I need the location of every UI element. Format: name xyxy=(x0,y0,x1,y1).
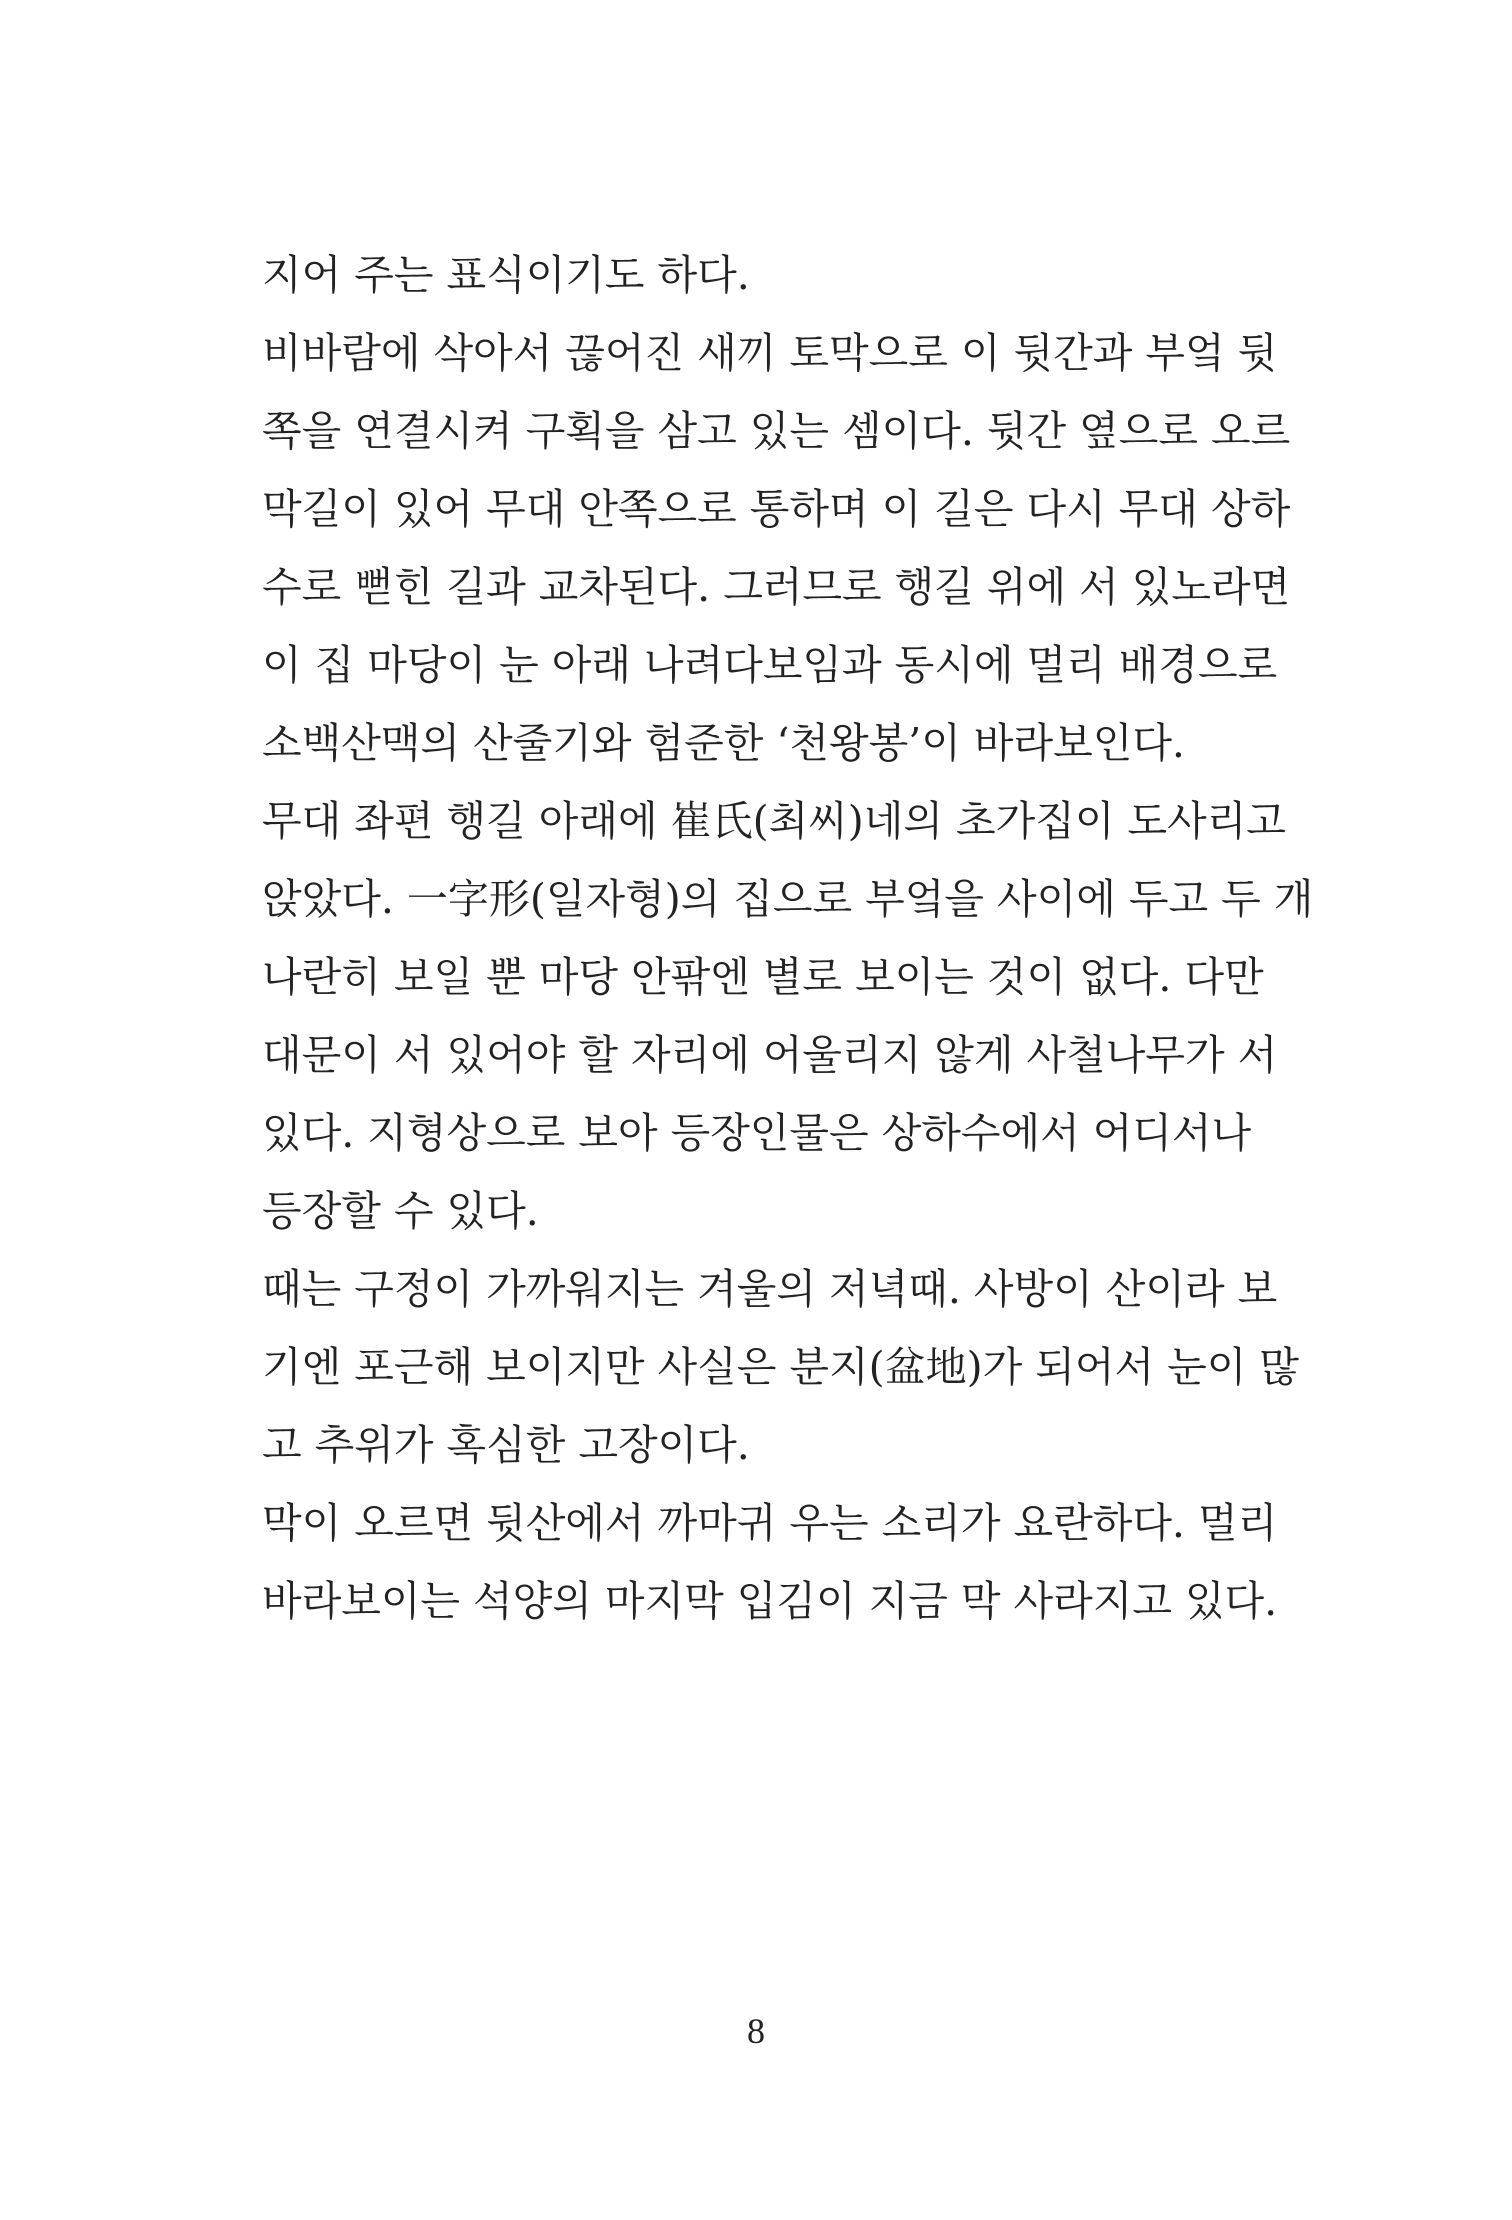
page-body xyxy=(262,236,1314,1640)
text-line: 있다. 지형상으로 보아 등장인물은 상하수에서 어디서나 xyxy=(262,1109,1252,1157)
text-line: 기엔 포근해 보이지만 사실은 분지(盆地)가 되어서 눈이 많 xyxy=(262,1343,1299,1391)
text-line: 소백산맥의 산줄기와 험준한 ‘천왕봉’이 바라보인다. xyxy=(262,719,1185,767)
text-line: 바라보이는 석양의 마지막 입김이 지금 막 사라지고 있다. xyxy=(262,1577,1278,1625)
page-number: 8 xyxy=(747,2011,765,2051)
text-line: 이 집 마당이 눈 아래 나려다보임과 동시에 멀리 배경으로 xyxy=(262,641,1278,689)
text-line: 앉았다. 一字形(일자형)의 집으로 부엌을 사이에 두고 두 개 xyxy=(262,875,1314,923)
text-line: 막이 오르면 뒷산에서 까마귀 우는 소리가 요란하다. 멀리 xyxy=(262,1499,1278,1547)
text-line: 무대 좌편 행길 아래에 崔氏(최씨)네의 초가집이 도사리고 xyxy=(262,797,1286,845)
text-line: 쪽을 연결시켜 구획을 삼고 있는 셈이다. 뒷간 옆으로 오르 xyxy=(262,407,1291,455)
text-line: 비바람에 삭아서 끊어진 새끼 토막으로 이 뒷간과 부엌 뒷 xyxy=(262,329,1278,377)
text-line: 등장할 수 있다. xyxy=(262,1187,539,1235)
text-line: 고 추위가 혹심한 고장이다. xyxy=(262,1421,750,1469)
text-line: 나란히 보일 뿐 마당 안팎엔 별로 보이는 것이 없다. 다만 xyxy=(262,953,1264,1001)
text-line: 지어 주는 표식이기도 하다. xyxy=(262,251,750,299)
text-line: 수로 뻗힌 길과 교차된다. 그러므로 행길 위에 서 있노라면 xyxy=(262,563,1291,611)
text-line: 막길이 있어 무대 안쪽으로 통하며 이 길은 다시 무대 상하 xyxy=(262,485,1291,533)
text-line: 때는 구정이 가까워지는 겨울의 저녁때. 사방이 산이라 보 xyxy=(262,1265,1278,1313)
text-line: 대문이 서 있어야 할 자리에 어울리지 않게 사철나무가 서 xyxy=(262,1031,1278,1079)
